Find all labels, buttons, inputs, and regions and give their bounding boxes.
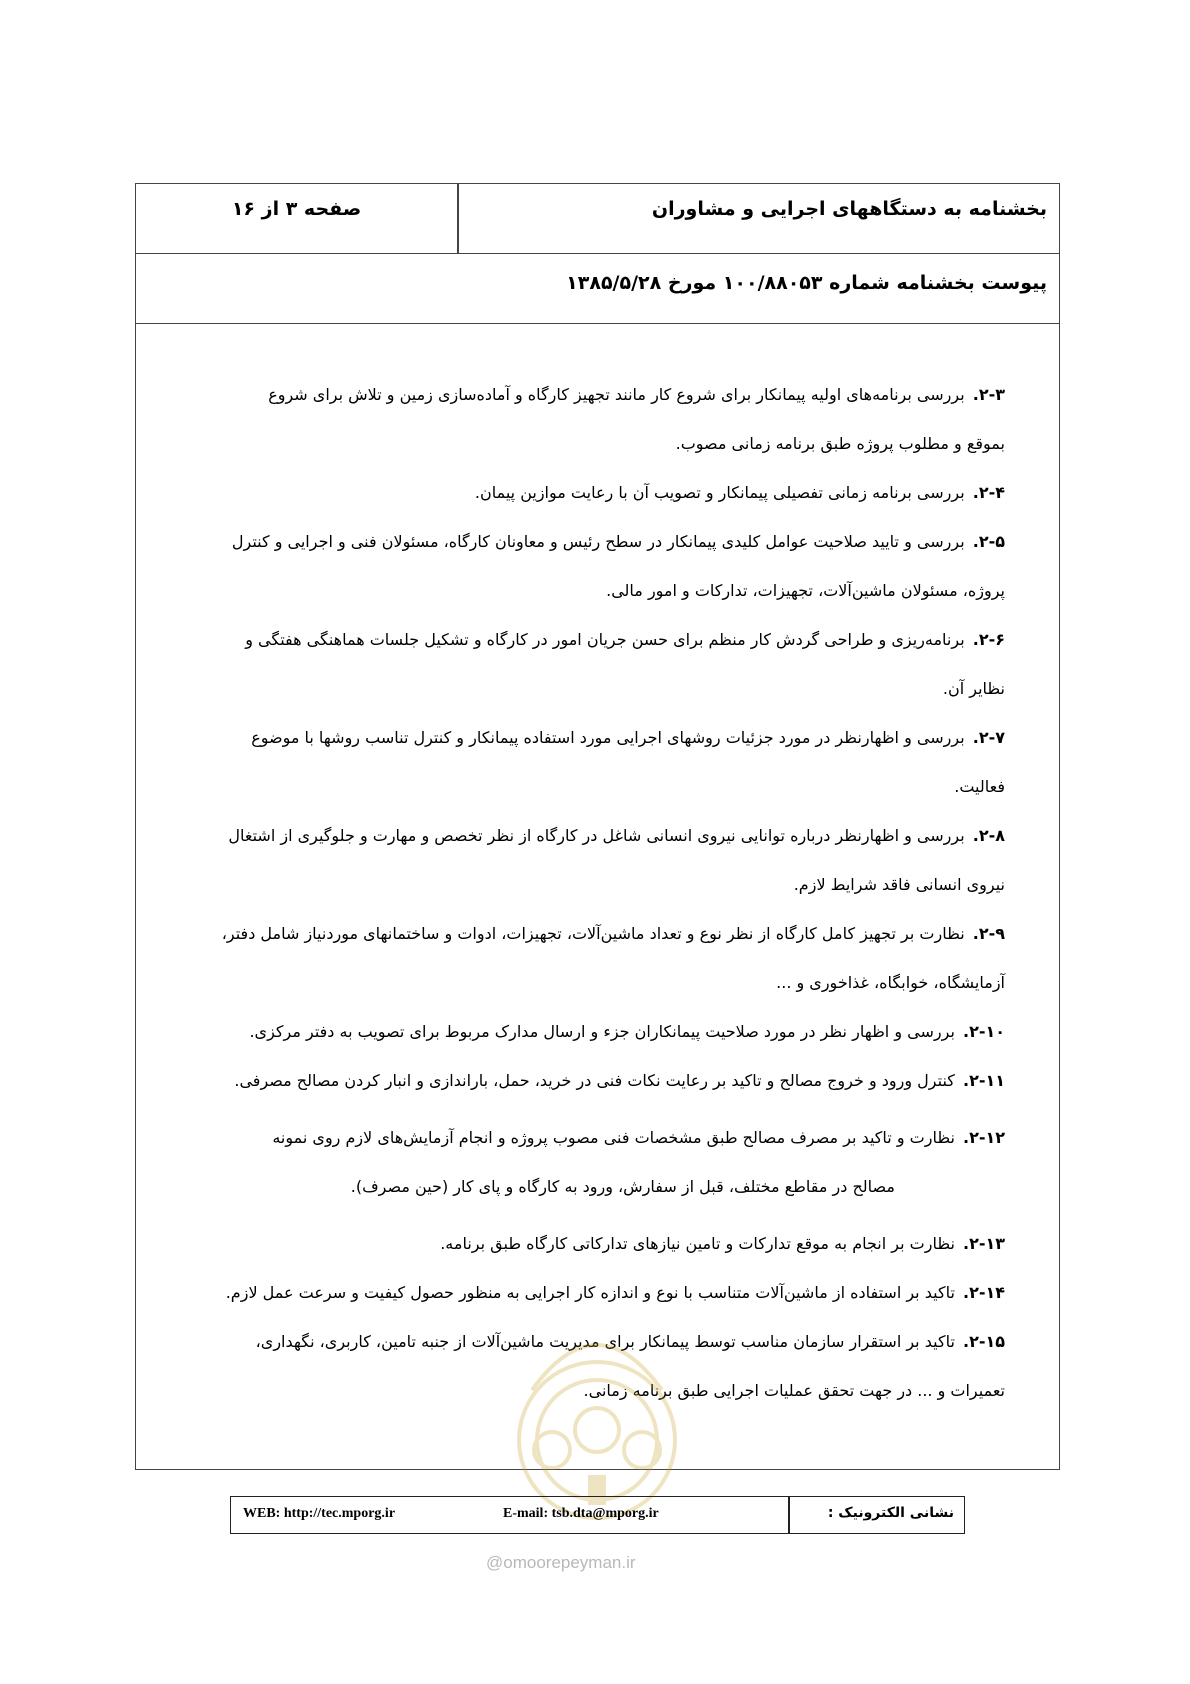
list-item [176,615,1005,664]
item-text: بموقع و مطلوب پروژه طبق برنامه زمانی مصوب. [675,434,1005,453]
item-text: تاکید بر استفاده از ماشین‌آلات متناسب با نوع و اندازه کار اجرایی به منظور حصول کیفیت و سرعت عمل لازم. [225,1283,955,1302]
footer-label: نشانی الکترونیک : [827,1505,954,1521]
list-item [176,370,1005,419]
item-text: بررسی و اظهارنظر در مورد جزئیات روشهای اجرایی مورد استفاده پیمانکار و کنترل تناسب روشها با موضوع [251,728,965,747]
item-text: آزمایشگاه، خوابگاه، غذاخوری و ... [776,973,1005,992]
footer-box [230,1496,965,1534]
item-number: ۲-۷. [972,728,1005,747]
item-text: فعالیت. [954,777,1005,796]
header-row [136,184,1059,254]
item-number: ۲-۳. [972,385,1005,404]
attachment-row [136,254,1059,324]
item-number: ۲-۱۵. [962,1332,1005,1351]
item-number: ۲-۴. [972,483,1005,502]
attachment-title: پیوست بخشنامه شماره ۱۰۰/۸۸۰۵۳ مورخ ۱۳۸۵/۵/۲۸ [566,272,1047,294]
page-number: صفحه ۳ از ۱۶ [231,198,362,220]
list-item [176,1219,1005,1268]
item-number: ۲-۹. [972,924,1005,943]
item-text: نظارت بر تجهیز کامل کارگاه از نظر نوع و تعداد ماشین‌آلات، تجهیزات، ادوات و ساختمانهای موردنیاز شامل دفتر، [221,924,965,943]
list-item [176,1113,1005,1162]
footer-divider [788,1497,790,1533]
item-number: ۲-۵. [972,532,1005,551]
item-text: نظارت و تاکید بر مصرف مصالح طبق مشخصات فنی مصوب پروژه و انجام آزمایش‌های لازم روی نمونه [272,1128,955,1147]
list-item [176,811,1005,860]
item-number: ۲-۸. [972,826,1005,845]
item-text: نیروی انسانی فاقد شرایط لازم. [793,875,1005,894]
item-number: ۲-۱۰. [962,1022,1005,1041]
list-item [176,1007,1005,1056]
list-item-continuation [176,762,1005,811]
item-text: کنترل ورود و خروج مصالح و تاکید بر رعایت نکات فنی در خرید، حمل، باراندازی و انبار کردن مصالح مصرفی. [234,1071,955,1090]
item-text: مصالح در مقاطع مختلف، قبل از سفارش، ورود به کارگاه و پای کار (حین مصرف). [350,1177,895,1196]
list-item-continuation [176,419,1005,468]
item-number: ۲-۱۳. [962,1234,1005,1253]
item-number: ۲-۶. [972,630,1005,649]
document-frame [135,183,1060,1470]
watermark-seal-icon [492,1280,702,1530]
list-item-continuation [176,664,1005,713]
list-item [176,1056,1005,1105]
item-text: تعمیرات و ... در جهت تحقق عملیات اجرایی طبق برنامه زمانی. [583,1381,1005,1400]
item-text: بررسی و تایید صلاحیت عوامل کلیدی پیمانکار در سطح رئیس و معاونان کارگاه، مسئولان فنی و اجرایی و کنترل [231,532,965,551]
list-item [176,517,1005,566]
list-item-continuation [176,566,1005,615]
document-body [176,370,1005,1415]
footer-email-link[interactable]: E-mail: tsb.dta@mporg.ir [503,1506,659,1521]
header-divider [457,184,459,254]
item-text: نظارت بر انجام به موقع تدارکات و تامین نیازهای تدارکاتی کارگاه طبق برنامه. [440,1234,955,1253]
item-text: تاکید بر استقرار سازمان مناسب توسط پیمانکار برای مدیریت ماشین‌آلات از جنبه تامین، کاربری، نگهداری، [255,1332,955,1351]
footer-web-link[interactable]: WEB: http://tec.mporg.ir [243,1506,396,1521]
list-item-continuation [176,1162,1005,1211]
item-text: بررسی برنامه زمانی تفصیلی پیمانکار و تصویب آن با رعایت موازین پیمان. [474,483,965,502]
list-item [176,468,1005,517]
item-text: برنامه‌ریزی و طراحی گردش کار منظم برای حسن جریان امور در کارگاه و تشکیل جلسات هماهنگی هفتگی و [245,630,965,649]
watermark-text: @omoorepeyman.ir [486,1553,636,1572]
item-text: بررسی و اظهار نظر در مورد صلاحیت پیمانکاران جزء و ارسال مدارک مربوط برای تصویب به دفتر مرکزی. [249,1022,955,1041]
list-item [176,909,1005,958]
document-title: بخشنامه به دستگاههای اجرایی و مشاوران [651,198,1047,220]
list-item-continuation [176,958,1005,1007]
list-item [176,713,1005,762]
item-number: ۲-۱۱. [962,1071,1005,1090]
item-text: بررسی برنامه‌های اولیه پیمانکار برای شروع کار مانند تجهیز کارگاه و آماده‌سازی زمین و تلاش برای شروع [268,385,965,404]
item-text: نظایر آن. [942,679,1005,698]
list-item-continuation [176,860,1005,909]
item-text: بررسی و اظهارنظر درباره توانایی نیروی انسانی شاغل در کارگاه از نظر تخصص و مهارت و جلوگیری از اشتغال [228,826,965,845]
item-number: ۲-۱۴. [962,1283,1005,1302]
item-text: پروژه، مسئولان ماشین‌آلات، تجهیزات، تدارکات و امور مالی. [606,581,1005,600]
item-number: ۲-۱۲. [962,1128,1005,1147]
